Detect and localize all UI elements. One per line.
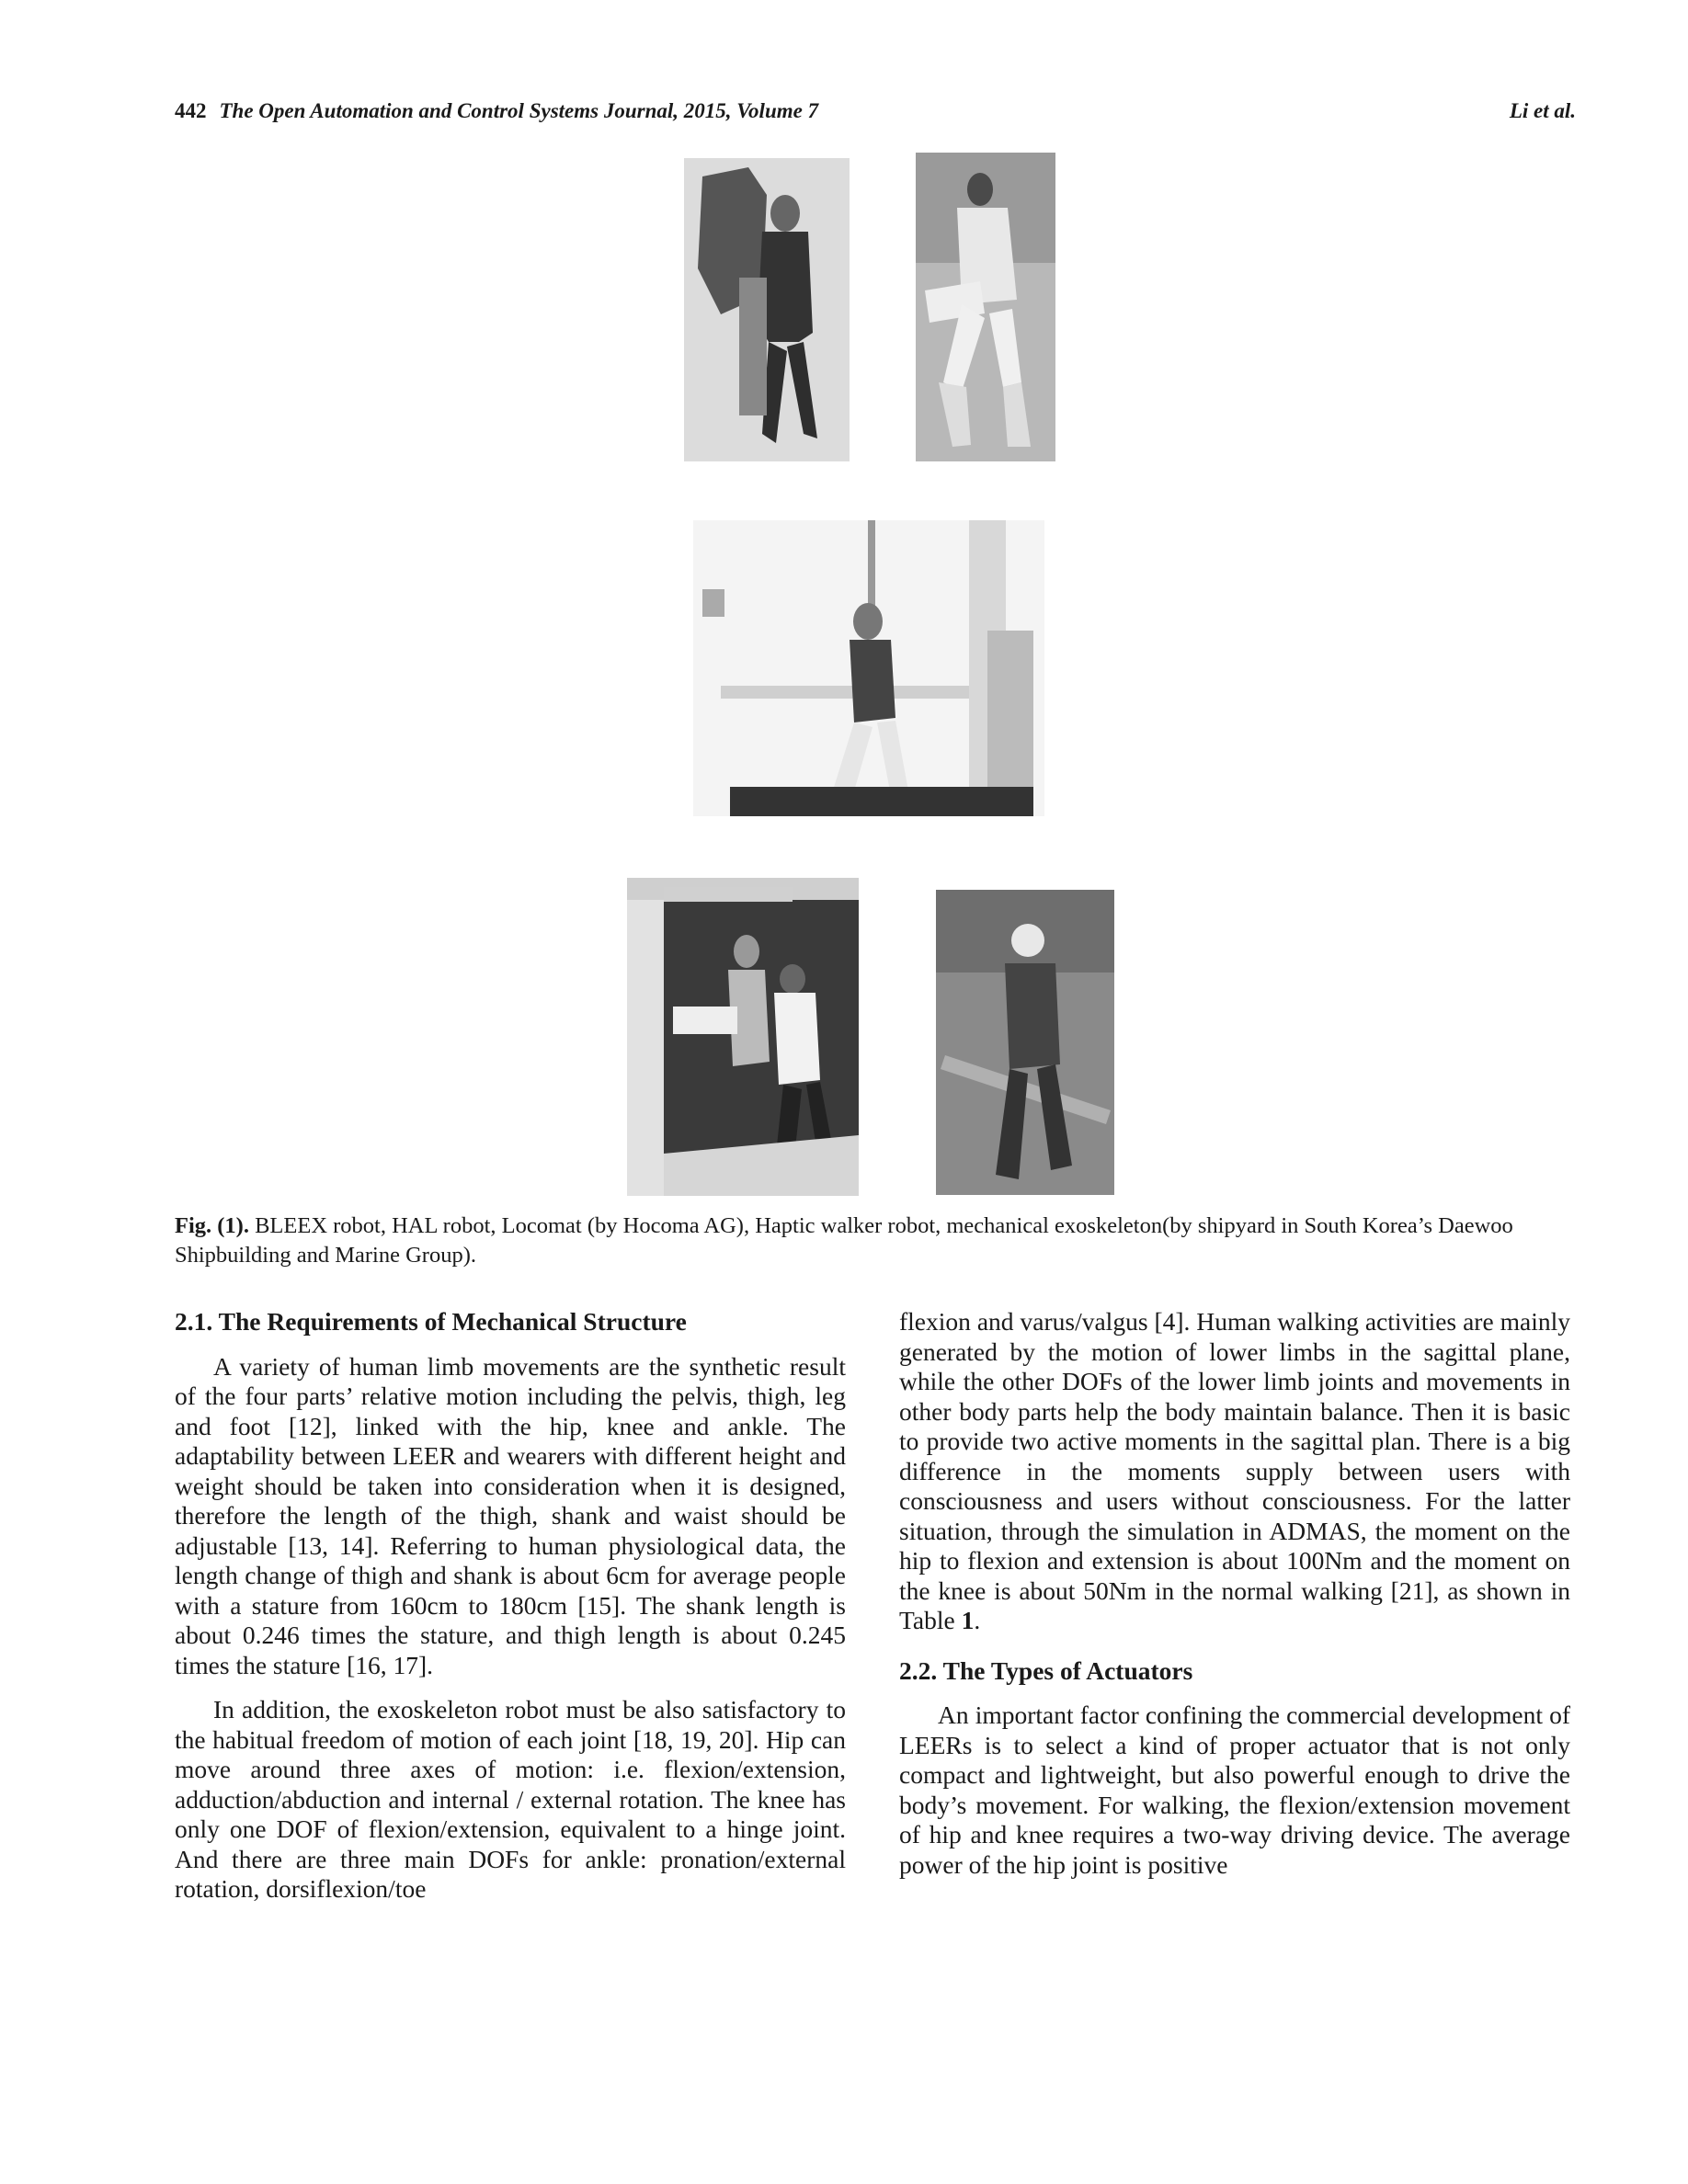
locomat-photo bbox=[693, 520, 1044, 816]
haptic-walker-photo bbox=[627, 878, 859, 1196]
paragraph: In addition, the exoskeleton robot must be also satisfactory to the habitual freedom of motion of each joint [18, 19, 20]. Hip can move around three axes of motion: i.e. flexion/extension, adduction/abduction and internal / external rotation. The knee has only one DOF of flexion/extension, equivalent to a hinge joint. And there are three main DOFs for ankle: pronation/external rotation, dorsiflexion/toe bbox=[175, 1695, 846, 1903]
table-reference: 1 bbox=[961, 1606, 975, 1634]
running-authors: Li et al. bbox=[1509, 99, 1576, 122]
page-header bbox=[175, 99, 1576, 123]
paragraph: A variety of human limb movements are the synthetic result of the four parts’ relative motion including the pelvis, thigh, leg and foot [12], linked with the hip, knee and ankle. The adaptability between LEER and wearers with different height and weight should be taken into consideration when it is designed, therefore the length of the thigh, shank and waist should be adjustable [13, 14]. Referring to human physiological data, the length change of thigh and shank is about 6cm for average people with a stature from 160cm to 180cm [15]. The shank length is about 0.246 times the stature, and thigh length is about 0.245 times the stature [16, 17]. bbox=[175, 1351, 846, 1679]
page-number: 442 bbox=[175, 99, 207, 122]
section-heading-2-1: 2.1. The Requirements of Mechanical Structure bbox=[175, 1307, 687, 1336]
figure-caption-text: BLEEX robot, HAL robot, Locomat (by Hocoma AG), Haptic walker robot, mechanical exoskeleton(by shipyard in South Korea’s Daewoo Shipbuilding and Marine Group). bbox=[175, 1213, 1513, 1268]
bleex-robot-photo bbox=[684, 158, 850, 461]
paragraph: An important factor confining the commercial development of LEERs is to select a kind of proper actuator that is not only compact and lightweight, but also powerful enough to drive the body’s movement. For walking, the flexion/extension movement of hip and knee requires a two-way driving device. The average power of the hip joint is positive bbox=[899, 1701, 1570, 1879]
figure-caption bbox=[175, 1211, 1576, 1270]
hal-robot-photo bbox=[916, 153, 1055, 461]
paragraph-text: flexion and varus/valgus [4]. Human walking activities are mainly generated by the motion of lower limbs in the sagittal plane, while the other DOFs of the lower limb joints and movements in other body parts help the body maintain balance. Then it is basic to provide two active moments in the sagittal plan. There is a big difference in the moments supply between users with consciousness and users without consciousness. For the latter situation, through the simulation in ADMAS, the moment on the hip to flexion and extension is about 100Nm and the moment on the knee is about 50Nm in the normal walking [21], as shown in Table bbox=[899, 1307, 1570, 1634]
right-column bbox=[899, 1307, 1570, 1894]
paragraph bbox=[899, 1307, 1570, 1636]
shipyard-exoskeleton-photo bbox=[936, 890, 1114, 1195]
figure-label: Fig. (1). bbox=[175, 1213, 249, 1238]
left-column bbox=[175, 1307, 846, 1919]
paragraph-end: . bbox=[974, 1606, 981, 1634]
section-heading-2-2: 2.2. The Types of Actuators bbox=[899, 1655, 1193, 1685]
journal-title: The Open Automation and Control Systems Journal, 2015, Volume 7 bbox=[219, 99, 819, 122]
